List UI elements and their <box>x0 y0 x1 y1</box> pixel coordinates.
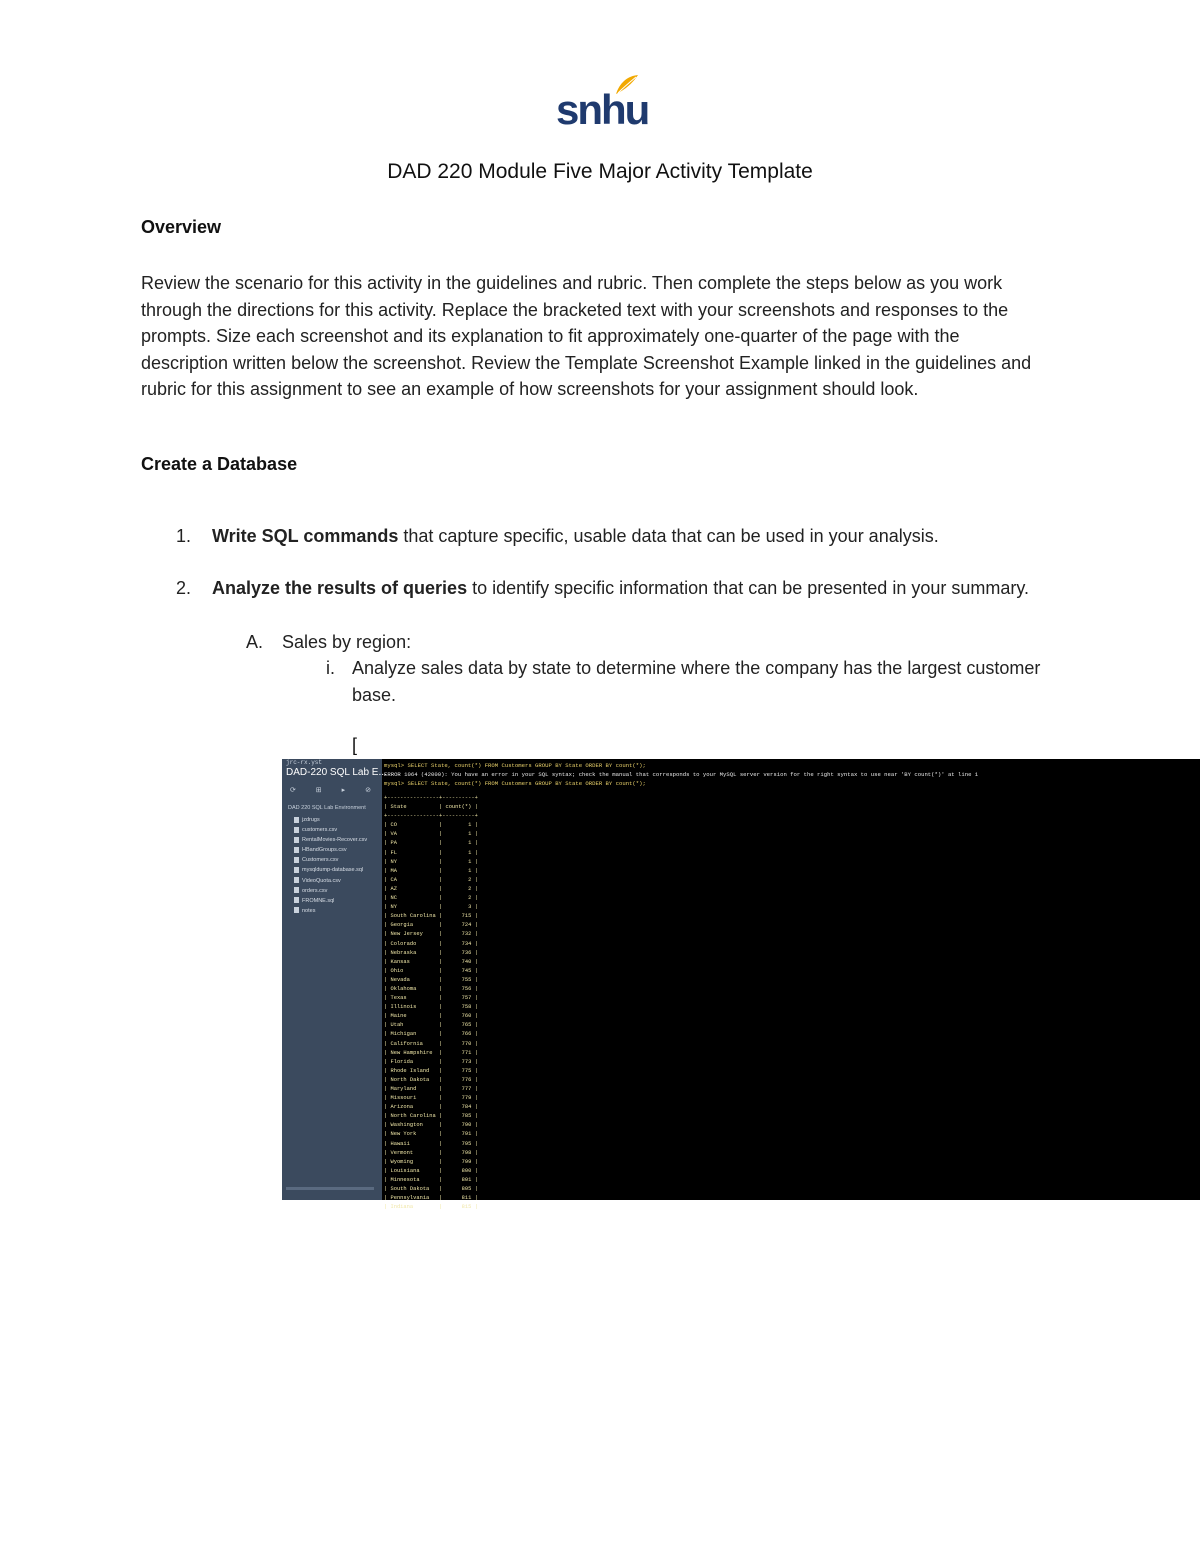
overview-heading: Overview <box>141 217 222 237</box>
table-row: | Maryland | 777 | <box>384 1086 478 1092</box>
file-item[interactable] <box>294 896 367 906</box>
table-row: | Florida | 773 | <box>384 1058 478 1065</box>
sidebar-scrollbar <box>286 1187 374 1190</box>
list-number: 1. <box>176 526 192 546</box>
table-row: | Illinois | 758 | <box>384 1004 478 1011</box>
file-icon <box>294 877 299 883</box>
table-row: | Texas | 757 | <box>384 995 478 1002</box>
table-row: | Missouri | 779 | <box>384 1095 478 1102</box>
list-number: 2. <box>176 578 192 598</box>
list-item-bold: Write SQL commands <box>212 526 399 546</box>
file-name: Customers.csv <box>302 857 339 864</box>
file-item[interactable] <box>294 876 367 886</box>
file-name: customers.csv <box>302 827 338 834</box>
file-name: RentalMovies-Recover.csv <box>302 837 368 844</box>
table-row: | VA | 1 | <box>384 831 478 838</box>
page-title: DAD 220 Module Five Major Activity Template <box>387 160 813 183</box>
table-row: | PA | 1 | <box>384 840 478 847</box>
file-name: mysqldump-database.sql <box>302 867 364 874</box>
table-row: | CO | 1 | <box>384 822 478 829</box>
file-item[interactable] <box>294 825 367 835</box>
terminal-command: mysql> SELECT State, count(*) FROM Customers GROUP BY State ORDER BY count(*); <box>384 780 646 787</box>
file-icon <box>294 907 299 913</box>
file-explorer-sidebar <box>282 759 387 1200</box>
table-row: | NY | 3 | <box>384 904 478 911</box>
table-row: | NY | 1 | <box>384 858 478 865</box>
file-name: jzdrugs <box>302 817 320 823</box>
section-heading: Create a Database <box>141 454 298 474</box>
folder-label: DAD 220 SQL Lab Environment <box>288 805 366 811</box>
table-row: | Pennsylvania | 811 | <box>384 1195 478 1202</box>
table-row: | New Hampshire | 771 | <box>384 1049 478 1056</box>
file-icon <box>294 837 299 843</box>
file-icon <box>294 857 299 863</box>
terminal-command: mysql> SELECT State, count(*) FROM Customers GROUP BY State ORDER BY count(*); <box>384 762 646 769</box>
sublist-label: A. <box>246 632 264 652</box>
list-item <box>212 523 1072 550</box>
file-item[interactable] <box>294 886 367 896</box>
file-name: HBandGroups.csv <box>302 847 347 854</box>
table-row: | FL | 1 | <box>384 849 478 856</box>
table-row: | Washington | 790 | <box>384 1122 478 1129</box>
file-item[interactable] <box>294 845 367 855</box>
terminal-error: ERROR 1064 (42000): You have an error in your SQL syntax; check the manual that corresponds to your MySQL server version for the right syntax to use near 'BY count(*)' at line 1 <box>384 771 979 778</box>
table-row: | NC | 2 | <box>384 895 478 902</box>
table-row: | California | 770 | <box>384 1040 478 1047</box>
file-item[interactable] <box>294 906 367 916</box>
file-list <box>294 815 367 916</box>
sublist-item: Sales by region: <box>282 632 412 652</box>
table-row: | South Carolina | 715 | <box>384 913 478 920</box>
list-item <box>212 575 1052 602</box>
table-row: | Kansas | 740 | <box>384 958 478 965</box>
table-row: | Michigan | 766 | <box>384 1031 478 1038</box>
file-name: VideoQuota.csv <box>302 877 341 884</box>
table-row: | Georgia | 724 | <box>384 922 478 929</box>
sidebar-toolbar-icons: ⟳ ⊞ ▸ ⊘ <box>290 787 380 794</box>
result-table <box>384 794 478 1212</box>
terminal <box>382 759 1200 1211</box>
file-name: orders.csv <box>302 887 328 894</box>
snhu-logo <box>556 74 649 133</box>
table-border: +----------------+----------+ <box>384 813 478 820</box>
sidebar-header: jrc-rx.yst <box>286 759 323 766</box>
list-item-text: that capture specific, usable data that can be used in your analysis. <box>398 526 939 546</box>
file-icon <box>294 867 299 873</box>
table-row: | Nevada | 755 | <box>384 976 478 983</box>
subsublist-label: i. <box>326 658 335 678</box>
file-icon <box>294 817 299 823</box>
file-name: notes <box>302 907 316 914</box>
table-row: | Vermont | 798 | <box>384 1149 478 1156</box>
file-item[interactable] <box>294 865 367 875</box>
table-row: | Ohio | 745 | <box>384 967 478 974</box>
table-row: | Oklahoma | 756 | <box>384 985 478 992</box>
table-header: | State | count(*) | <box>384 804 478 811</box>
table-row: | MA | 1 | <box>384 867 478 874</box>
table-row: | New York | 791 | <box>384 1131 478 1138</box>
file-item[interactable] <box>294 855 367 865</box>
table-row: | South Dakota | 805 | <box>384 1186 478 1193</box>
file-item[interactable] <box>294 835 367 845</box>
file-icon <box>294 897 299 903</box>
table-row: | Louisiana | 800 | <box>384 1167 478 1174</box>
file-item[interactable] <box>294 815 367 825</box>
file-icon <box>294 847 299 853</box>
table-row: | Utah | 765 | <box>384 1022 478 1029</box>
table-row: | Wyoming | 799 | <box>384 1158 478 1165</box>
table-row: | Hawaii | 795 | <box>384 1140 478 1147</box>
table-row: | AZ | 2 | <box>384 885 478 892</box>
file-icon <box>294 887 299 893</box>
table-row: | Arizona | 784 | <box>384 1104 478 1111</box>
subsublist-item: Analyze sales data by state to determine where the company has the largest customer base. <box>352 658 1041 705</box>
sql-screenshot <box>282 759 1200 1211</box>
table-row: | North Carolina | 785 | <box>384 1113 478 1120</box>
table-row: | Nebraska | 736 | <box>384 949 478 956</box>
table-border: +----------------+----------+ <box>384 795 478 801</box>
table-row: | Colorado | 734 | <box>384 940 478 947</box>
list-item-text: to identify specific information that can be presented in your summary. <box>467 578 1030 598</box>
logo-text: snhu <box>556 86 649 133</box>
sidebar-title: DAD-220 SQL Lab E... <box>286 767 387 778</box>
overview-paragraph: Review the scenario for this activity in the guidelines and rubric. Then complete the steps below as you work through the directions for this activity. Replace the bracketed text with your screenshots and responses to the prompts. Size each screenshot and its explanation to fit approximately one-quarter of the page with the description written below the screenshot. Review the Template Screenshot Example linked in the guidelines and rubric for this assignment to see an example of how screenshots for your assignment should look. <box>141 273 1032 400</box>
file-name: FROMNE.sql <box>302 897 335 904</box>
list-item-bold: Analyze the results of queries <box>212 578 468 598</box>
placeholder-bracket: [ <box>352 735 358 755</box>
table-row: | Maine | 760 | <box>384 1013 478 1020</box>
table-row: | CA | 2 | <box>384 876 478 883</box>
table-row: | Rhode Island | 775 | <box>384 1067 478 1074</box>
table-row: | Minnesota | 801 | <box>384 1176 478 1183</box>
table-row: | Indiana | 815 | <box>384 1204 478 1211</box>
table-row: | New Jersey | 732 | <box>384 931 478 938</box>
file-icon <box>294 827 299 833</box>
table-row: | North Dakota | 776 | <box>384 1076 478 1083</box>
